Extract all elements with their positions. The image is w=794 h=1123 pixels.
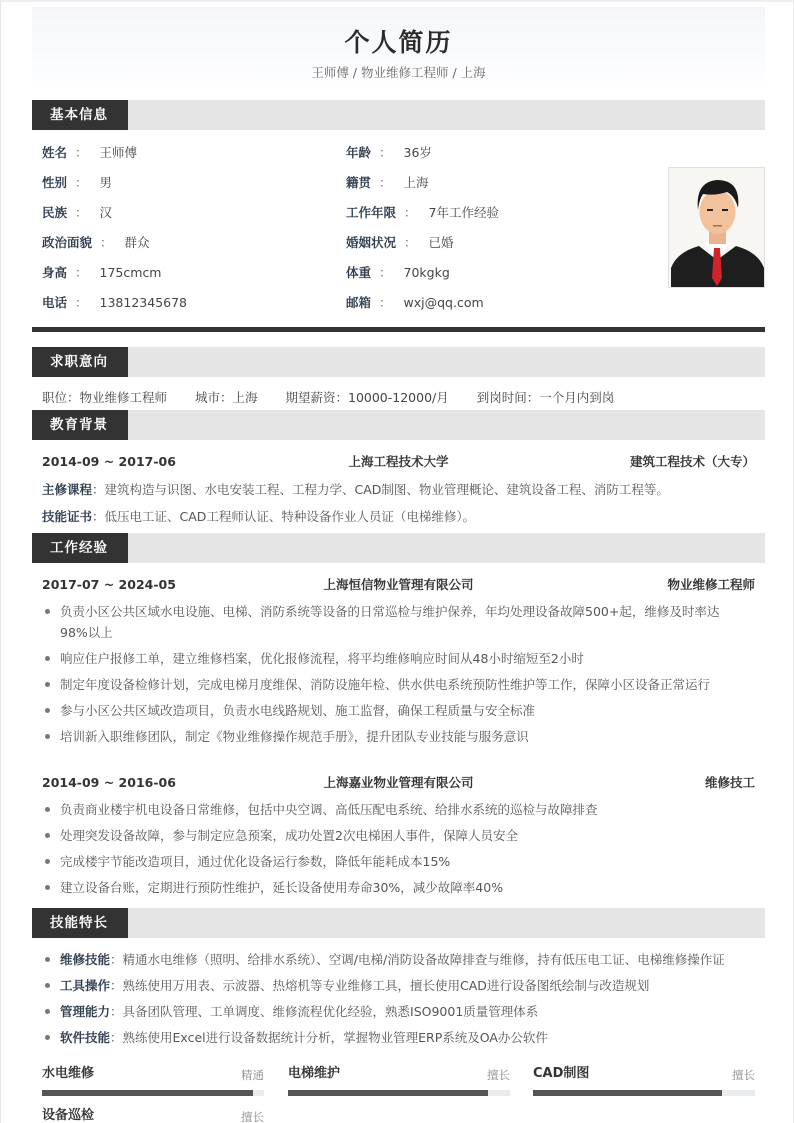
work-bullets-2 (42, 799, 755, 903)
work-title: 物业维修工程师 (667, 577, 755, 592)
section-header-education (32, 410, 765, 440)
progress-fill (533, 1090, 722, 1096)
education-school: 上海工程技术大学 (348, 454, 449, 469)
resume-header (32, 7, 765, 92)
list-item: 负责小区公共区域水电设施、电梯、消防系统等设备的日常巡检与维护保养，年均处理设备故障500+起，维修及时率达 (42, 601, 755, 622)
avatar-illustration-icon (669, 168, 765, 288)
list-item: 参与小区公共区域改造项目，负责水电线路规划、施工监督，确保工程质量与安全标准 (42, 700, 755, 721)
page-title: 个人简历 (344, 28, 453, 57)
section-title: 教育背景 (32, 410, 128, 440)
intent-arrival: 到岗时间：一个月内到岗 (476, 390, 615, 405)
education-major: 建筑工程技术（大专） (629, 454, 755, 469)
info-email: 邮箱 ： wxj@qq.com (346, 295, 484, 310)
info-years: 工作年限 ： 7年工作经验 (346, 205, 499, 220)
section-title: 求职意向 (32, 347, 128, 377)
education-courses: 主修课程：建筑构造与识图、水电安装工程、工程力学、CAD制图、物业管理概论、建筑设备工程、消防工程等。 (42, 482, 669, 497)
info-gender: 性别 ： 男 (42, 175, 113, 190)
resume-page: 个人简历 王师傅 / 物业维修工程师 / 上海 基本信息 姓名 ： 王师傅 性别 ： 男 民族 ： 汉 政治面貌 ： 群众 身高 ： 175cmcm 电话 ： 13812345678 年龄 ： 36岁 籍贯 ： 上海 工作年限 ： 7年工作经验 婚姻状况 ： 已婚 体重 ： 70kgkg 邮箱 ： wxj@qq.com 求职意向 职位：物业维修工程师 城市：上海 期望薪资：10000-12000/月 到岗时间：一个月内到岗 教育背景 2014-09 ~ 2017-06 上海工程技术大学 建筑工程技术（大专） 主修课程：建筑构造与识图、水电安装工程、工程力学、CAD制图、物业管理概论、建筑设备工程、消防工程等。 技能证书：低压电工证、CAD工程师认证、特种设备作业人员证（电梯维修）。 工作经验 2017-07 ~ 2024-05 上海恒信物业管理有限公司 物业维修工程师 负责小区公共区域水电设施、电梯、消防系统等设备的日常巡检与维护保养，年均处理设备故障500+起，维修及时率达 98%以上 响应住户报修工单，建立维修档案，优化报修流程，将平均维修响应时间从48小时缩短至2小时 制定年度设备检修计划，完成电梯月度维保、消防设施年检、供水供电系统预防性维护等工作，保障小区设备正常运行 参与小区公共区域改造项目，负责水电线路规划、施工监督，确保工程质量与安全标准 培训新入职维修团队，制定《物业维修操作规范手册》，提升团队专业技能与服务意识 2014-09 ~ 2016-06 上海嘉业物业管理有限公司 维修技工 负责商业楼宇机电设备日常维修，包括中央空调、高低压配电系统、给排水系统的巡检与故障排查 处理突发设备故障，参与制定应急预案，成功处置2次电梯困人事件，保障人员安全 完成楼宇节能改造项目，通过优化设备运行参数，降低年能耗成本15% 建立设备台账，定期进行预防性维护，延长设备使用寿命30%，减少故障率40% 技能特长 维修技能：精通水电维修（照明、给排水系统）、空调/电梯/消防设备故障排查与维修，持有低压电工证、电梯维修操作证 工具操作：熟练使用万用表、示波器、热熔机等专业维修工具，擅长使用CAD进行设备图纸绘制与改造规划 管理能力：具备团队管理、工单调度、维修流程优化经验，熟悉ISO9001质量管理体系 软件技能：熟练使用Excel进行设备数据统计分析，掌握物业管理ERP系统及OA办公软件 水电维修 精通 电梯维护 擅长 CAD制图 擅长 设备巡检 擅长 (0, 0, 794, 1123)
list-item: 完成楼宇节能改造项目，通过优化设备运行参数，降低年能耗成本15% (42, 851, 755, 872)
info-weight: 体重 ： 70kgkg (346, 265, 450, 280)
info-marital: 婚姻状况 ： 已婚 (346, 235, 454, 250)
section-title: 工作经验 (32, 533, 128, 563)
info-age: 年龄 ： 36岁 (346, 145, 432, 160)
list-item-continuation: 98%以上 (60, 625, 113, 640)
info-hometown: 籍贯 ： 上海 (346, 175, 429, 190)
section-header-intent (32, 347, 765, 377)
avatar-photo (668, 167, 765, 288)
list-item: 工具操作：熟练使用万用表、示波器、热熔机等专业维修工具，擅长使用CAD进行设备图纸绘制与改造规划 (42, 975, 755, 996)
list-item: 负责商业楼宇机电设备日常维修，包括中央空调、高低压配电系统、给排水系统的巡检与故障排查 (42, 799, 755, 820)
progress-fill (42, 1090, 253, 1096)
list-item: 维修技能：精通水电维修（照明、给排水系统）、空调/电梯/消防设备故障排查与维修，持有低压电工证、电梯维修操作证 (42, 949, 755, 970)
progress-track (533, 1090, 755, 1096)
work-company: 上海嘉业物业管理有限公司 (323, 775, 474, 790)
section-title: 技能特长 (32, 908, 128, 938)
list-item: 建立设备台账，定期进行预防性维护，延长设备使用寿命30%，减少故障率40% (42, 877, 755, 898)
work-period: 2014-09 ~ 2016-06 (42, 775, 176, 790)
intent-city: 城市：上海 (195, 390, 258, 405)
list-item: 制定年度设备检修计划，完成电梯月度维保、消防设施年检、供水供电系统预防性维护等工作，保障小区设备正常运行 (42, 674, 755, 695)
list-item: 处理突发设备故障，参与制定应急预案，成功处置2次电梯困人事件，保障人员安全 (42, 825, 755, 846)
progress-fill (288, 1090, 488, 1096)
job-intent-row (42, 390, 638, 406)
intent-salary: 期望薪资：10000-12000/月 (285, 390, 449, 405)
education-period: 2014-09 ~ 2017-06 (42, 454, 176, 469)
work-title: 维修技工 (704, 775, 755, 790)
section-header-skills (32, 908, 765, 938)
section-header-basic (32, 100, 765, 130)
work-bullets-1 (42, 601, 755, 752)
list-item: 培训新入职维修团队，制定《物业维修操作规范手册》，提升团队专业技能与服务意识 (42, 726, 755, 747)
page-subtitle: 王师傅 / 物业维修工程师 / 上海 (311, 65, 486, 80)
info-name: 姓名 ： 王师傅 (42, 145, 138, 160)
progress-track (42, 1090, 264, 1096)
education-certs: 技能证书：低压电工证、CAD工程师认证、特种设备作业人员证（电梯维修）。 (42, 509, 476, 524)
info-phone: 电话 ： 13812345678 (42, 295, 188, 310)
progress-track (288, 1090, 510, 1096)
section-divider (32, 327, 765, 332)
section-title: 基本信息 (32, 100, 128, 130)
info-ethnicity: 民族 ： 汉 (42, 205, 113, 220)
info-political: 政治面貌 ： 群众 (42, 235, 150, 250)
list-item: 管理能力：具备团队管理、工单调度、维修流程优化经验，熟悉ISO9001质量管理体系 (42, 1001, 755, 1022)
info-height: 身高 ： 175cmcm (42, 265, 162, 280)
work-period: 2017-07 ~ 2024-05 (42, 577, 176, 592)
list-item: 响应住户报修工单，建立维修档案，优化报修流程，将平均维修响应时间从48小时缩短至2小时 (42, 648, 755, 669)
section-header-work (32, 533, 765, 563)
skills-bullets (42, 949, 755, 1053)
list-item: 软件技能：熟练使用Excel进行设备数据统计分析，掌握物业管理ERP系统及OA办公软件 (42, 1027, 755, 1048)
work-company: 上海恒信物业管理有限公司 (323, 577, 474, 592)
intent-position: 职位：物业维修工程师 (42, 390, 168, 405)
